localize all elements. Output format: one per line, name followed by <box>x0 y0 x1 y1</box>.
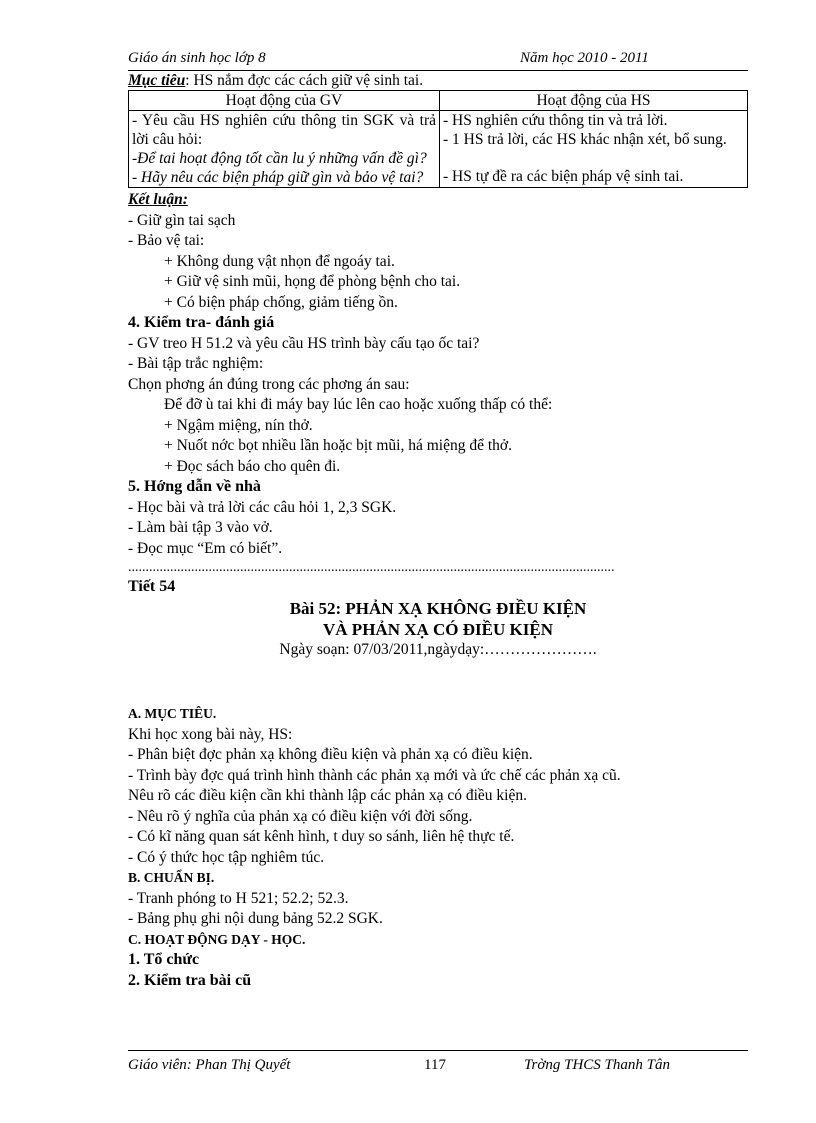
section-c-item: 1. Tổ chức <box>128 951 200 968</box>
section-b-title: B. CHUẨN BỊ. <box>128 870 215 885</box>
section-4-line: Chọn phơng án đúng trong các phơng án sau: <box>128 375 410 393</box>
section-a-title: A. MỤC TIÊU. <box>128 706 217 721</box>
lesson-title-1: Bài 52: PHẢN XẠ KHÔNG ĐIỀU KIỆN <box>289 598 587 618</box>
section-5-line: - Đọc mục “Em có biết”. <box>128 539 283 557</box>
conclusion-line: - Bảo vệ tai: <box>128 232 205 249</box>
section-c-item: 2. Kiểm tra bài cũ <box>128 971 252 989</box>
objective-line <box>128 71 748 90</box>
section-a-line: - Có kĩ năng quan sát kênh hình, t duy so sánh, liên hệ thực tế. <box>128 828 515 845</box>
section-a-line: - Nêu rõ ý nghĩa của phản xạ có điều kiện với đời sống. <box>128 807 473 825</box>
hs-response-1: - HS nghiên cứu thông tin và trả lời. <box>443 112 668 129</box>
table-header-gv: Hoạt động của GV <box>129 91 440 111</box>
footer-teacher: Giáo viên: Phan Thị Quyết <box>128 1057 291 1073</box>
table-cell-gv <box>129 111 440 188</box>
section-4-line: - GV treo H 51.2 và yêu cầu HS trình bày cấu tạo ốc tai? <box>128 334 480 352</box>
quiz-option: + Ngậm miệng, nín thở. <box>164 416 313 434</box>
section-5-line: - Học bài và trả lời các câu hỏi 1, 2,3 SGK. <box>128 498 397 516</box>
activity-table <box>128 90 748 188</box>
conclusion-sub-item: + Giữ vệ sinh mũi, họng để phòng bệnh cho tai. <box>164 273 461 290</box>
hs-response-3: - HS tự đề ra các biện pháp vệ sinh tai. <box>443 168 684 185</box>
conclusion-sub-item: + Không dung vật nhọn để ngoáy tai. <box>164 252 395 270</box>
objective-text: : HS nắm đợc các cách giữ vệ sinh tai. <box>185 72 424 89</box>
table-header-row <box>129 91 748 111</box>
page-footer <box>128 1050 748 1075</box>
header-subject: Giáo án sinh học lớp 8 <box>128 50 266 66</box>
footer-school: Trờng THCS Thanh Tân <box>524 1057 670 1073</box>
section-a-line: Khi học xong bài này, HS: <box>128 725 293 743</box>
lesson-date: Ngày soạn: 07/03/2011,ngàydạy:…………………. <box>279 640 597 658</box>
section-a-line: Nêu rõ các điều kiện cần khi thành lập các phản xạ có điều kiện. <box>128 787 527 804</box>
conclusion-label: Kết luận: <box>128 191 188 208</box>
section-b-line: - Tranh phóng to H 521; 52.2; 52.3. <box>128 889 349 907</box>
section-a-line: - Có ý thức học tập nghiêm túc. <box>128 848 325 866</box>
gv-question-2: - Hãy nêu các biện pháp giữ gìn và bảo vệ tai? <box>132 169 424 186</box>
section-4-line: - Bài tập trắc nghiệm: <box>128 355 264 372</box>
gv-question-1: -Để tai hoạt động tốt cần lu ý những vấn đề gì? <box>132 150 427 167</box>
dotted-separator: ........................................................................................................................................... <box>128 560 615 575</box>
table-row <box>129 111 748 188</box>
header-school-year: Năm học 2010 - 2011 <box>520 50 649 66</box>
section-5-title: 5. Hớng dẫn về nhà <box>128 478 261 495</box>
quiz-question: Để đỡ ù tai khi đi máy bay lúc lên cao hoặc xuống thấp có thể: <box>164 396 553 413</box>
lesson-period: Tiết 54 <box>128 578 176 595</box>
page-header <box>128 48 748 71</box>
spacer <box>128 660 748 704</box>
quiz-option: + Nuốt nớc bọt nhiều lần hoặc bịt mũi, há miệng để thở. <box>164 437 512 454</box>
section-b-line: - Bảng phụ ghi nội dung bảng 52.2 SGK. <box>128 910 383 927</box>
section-c-title: C. HOẠT ĐỘNG DẠY - HỌC. <box>128 931 306 947</box>
quiz-option: + Đọc sách báo cho quên đi. <box>164 457 341 475</box>
conclusion-sub-item: + Có biện pháp chống, giảm tiếng ồn. <box>164 293 398 311</box>
section-4-title: 4. Kiểm tra- đánh giá <box>128 314 275 331</box>
table-cell-hs <box>440 111 748 188</box>
conclusion-line: - Giữ gìn tai sạch <box>128 211 236 229</box>
footer-page-number: 117 <box>424 1057 446 1073</box>
section-a-line: - Trình bày đợc quá trình hình thành các phản xạ mới và ức chế các phản xạ cũ. <box>128 766 621 784</box>
hs-response-2: - 1 HS trả lời, các HS khác nhận xét, bổ sung. <box>443 131 727 148</box>
section-5-line: - Làm bài tập 3 vào vở. <box>128 519 273 536</box>
gv-instruction: - Yêu cầu HS nghiên cứu thông tin SGK và trả lời câu hỏi: <box>132 112 436 148</box>
section-a-line: - Phân biệt đợc phản xạ không điều kiện và phản xạ có điều kiện. <box>128 746 533 763</box>
objective-label: Mục tiêu <box>128 72 186 89</box>
table-header-hs: Hoạt động của HS <box>440 91 748 111</box>
lesson-title-2: VÀ PHẢN XẠ CÓ ĐIỀU KIỆN <box>323 619 553 639</box>
page <box>128 48 748 991</box>
